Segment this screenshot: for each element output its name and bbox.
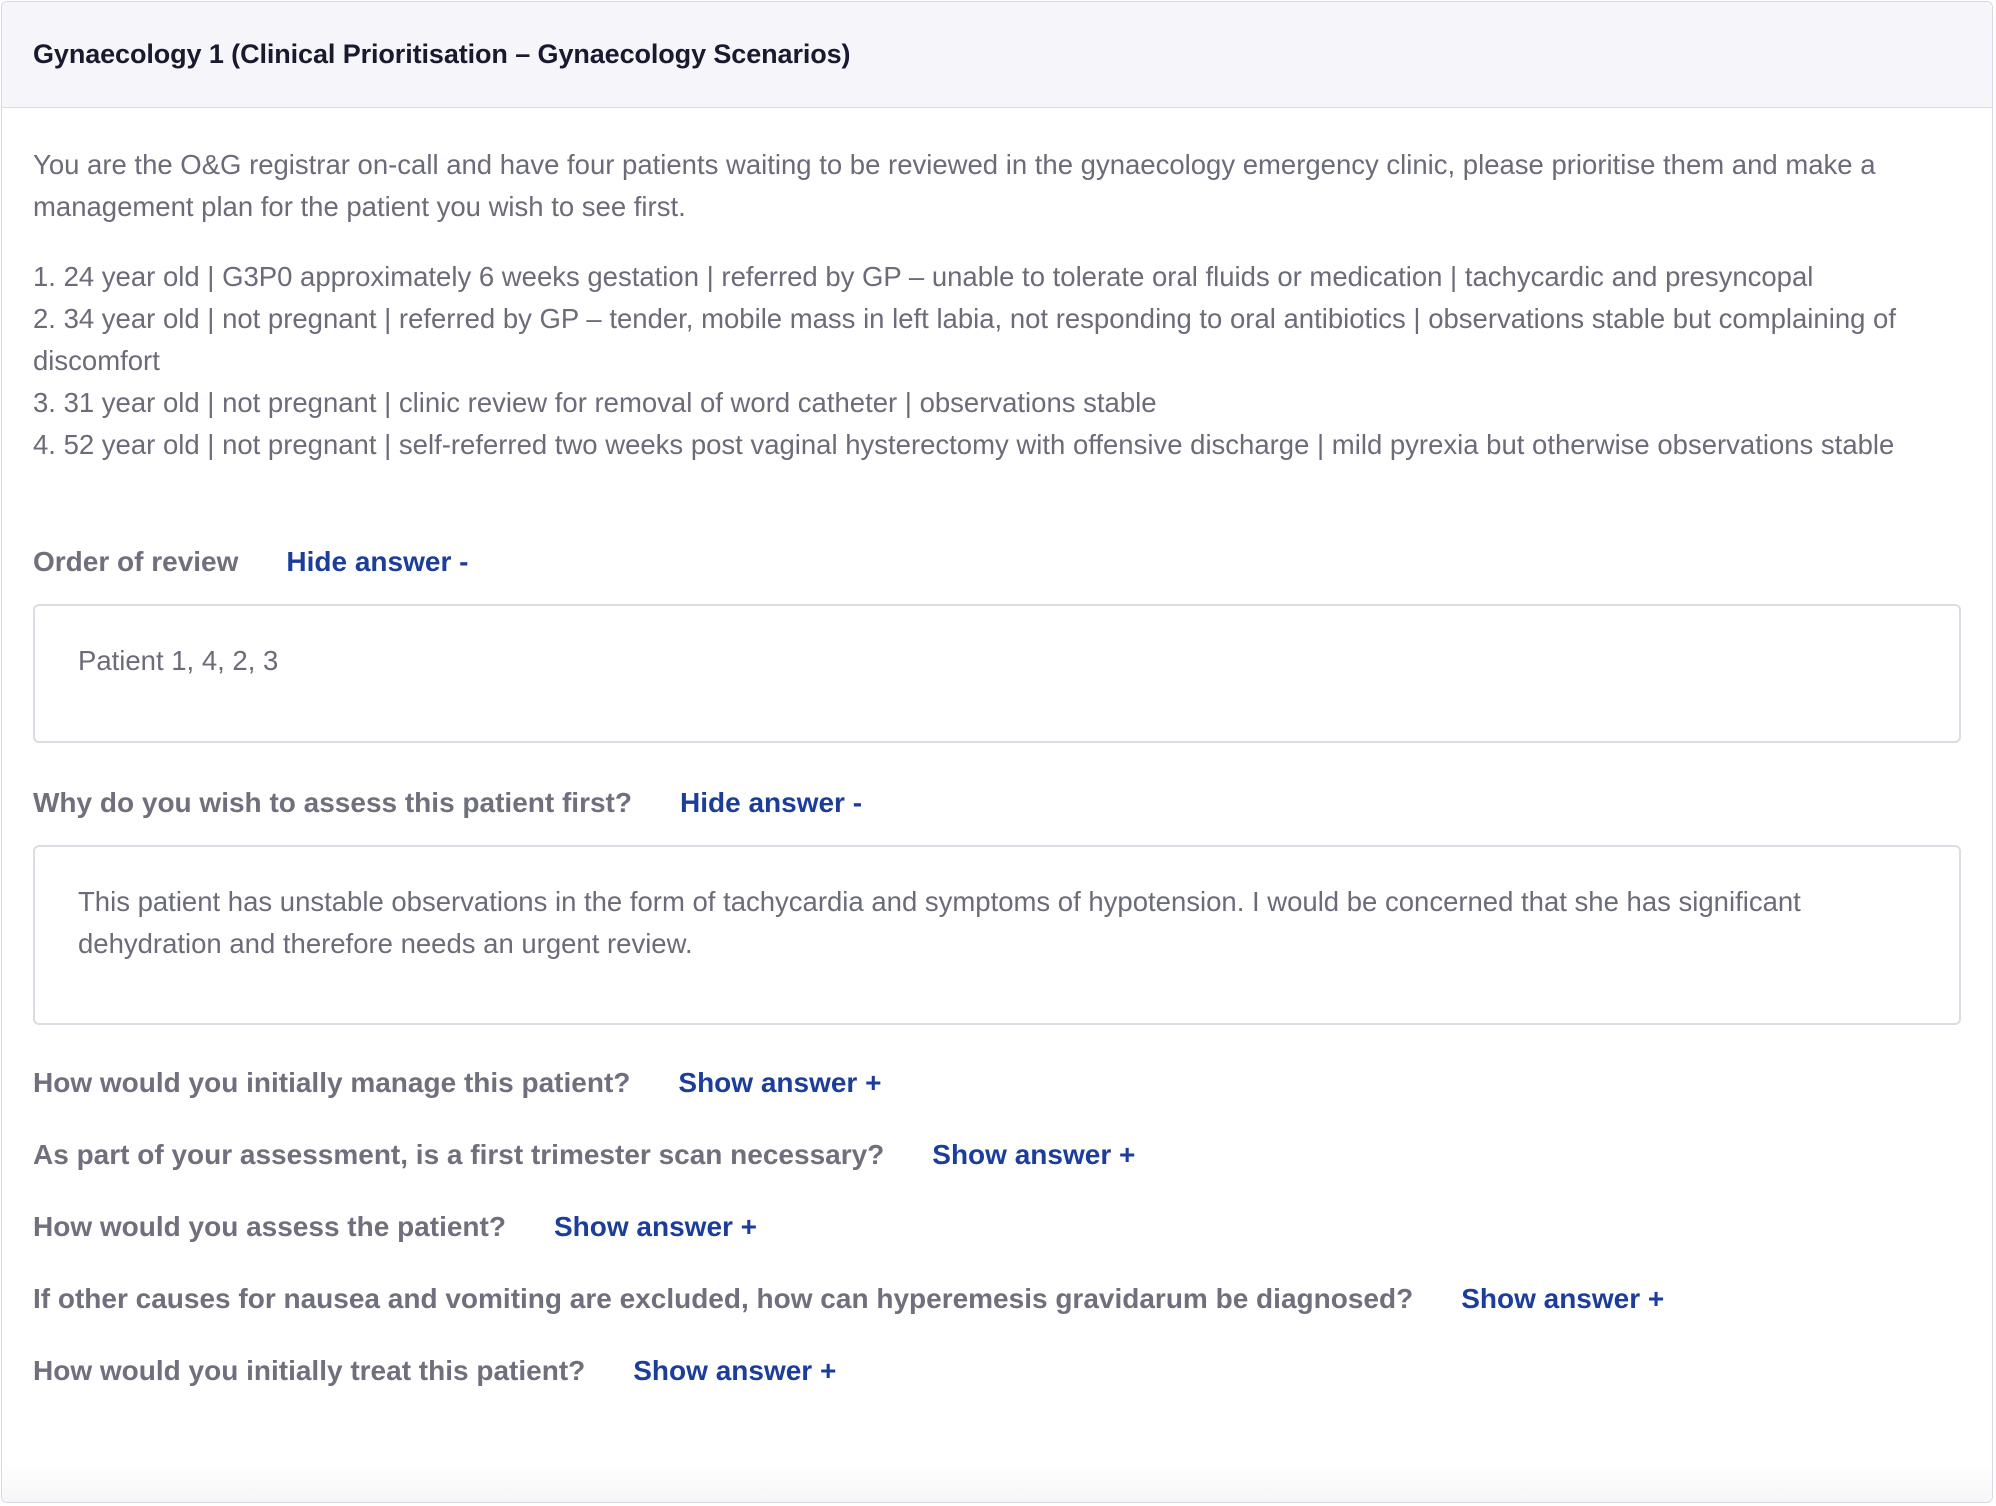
card-body xyxy=(2,144,1992,1387)
question-label: Order of review xyxy=(33,546,239,577)
bottom-fade xyxy=(2,1462,1992,1502)
answer-text: This patient has unstable observations in the form of tachycardia and symptoms of hypotension. I would be concerned that she has significant dehydration and therefore needs an urgent review. xyxy=(78,886,1801,959)
show-answer-toggle[interactable]: Show answer + xyxy=(678,1067,882,1098)
patient-list xyxy=(33,256,1961,466)
question-label: As part of your assessment, is a first trimester scan necessary? xyxy=(33,1139,885,1170)
patient-item: 3. 31 year old | not pregnant | clinic review for removal of word catheter | observations stable xyxy=(33,387,1157,418)
question-assess-patient xyxy=(33,1211,1961,1243)
answer-text: Patient 1, 4, 2, 3 xyxy=(78,645,279,676)
answer-box xyxy=(33,604,1961,743)
card-header xyxy=(2,2,1992,108)
question-initial-treatment xyxy=(33,1355,1961,1387)
card-title: Gynaecology 1 (Clinical Prioritisation – Gynaecology Scenarios) xyxy=(33,39,851,69)
patient-item: 2. 34 year old | not pregnant | referred by GP – tender, mobile mass in left labia, not responding to oral antibiotics | observations stable but complaining of discomfort xyxy=(33,303,1896,376)
answer-box xyxy=(33,845,1961,1025)
hide-answer-toggle[interactable]: Hide answer - xyxy=(679,787,863,818)
show-answer-toggle[interactable]: Show answer + xyxy=(932,1139,1136,1170)
question-order-of-review xyxy=(33,546,1961,578)
question-label: How would you assess the patient? xyxy=(33,1211,506,1242)
patient-item: 4. 52 year old | not pregnant | self-referred two weeks post vaginal hysterectomy with offensive discharge | mild pyrexia but otherwise observations stable xyxy=(33,429,1895,460)
question-label: Why do you wish to assess this patient first? xyxy=(33,787,632,818)
question-hyperemesis-diagnosis xyxy=(33,1283,1961,1315)
scenario-card xyxy=(1,1,1993,1503)
question-initial-management xyxy=(33,1067,1961,1099)
show-answer-toggle[interactable]: Show answer + xyxy=(553,1211,758,1242)
show-answer-toggle[interactable]: Show answer + xyxy=(1461,1283,1665,1314)
scenario-intro: You are the O&G registrar on-call and have four patients waiting to be reviewed in the gynaecology emergency clinic, please prioritise them and make a management plan for the patient you wish to see first. xyxy=(33,149,1876,222)
question-label: How would you initially manage this patient? xyxy=(33,1067,631,1098)
question-label: How would you initially treat this patient? xyxy=(33,1355,586,1386)
question-first-trimester-scan xyxy=(33,1139,1961,1171)
question-why-first xyxy=(33,787,1961,819)
question-label: If other causes for nausea and vomiting are excluded, how can hyperemesis gravidarum be diagnosed? xyxy=(33,1283,1414,1314)
hide-answer-toggle[interactable]: Hide answer - xyxy=(286,546,469,577)
show-answer-toggle[interactable]: Show answer + xyxy=(633,1355,837,1386)
patient-item: 1. 24 year old | G3P0 approximately 6 weeks gestation | referred by GP – unable to tolerate oral fluids or medication | tachycardic and presyncopal xyxy=(33,261,1814,292)
